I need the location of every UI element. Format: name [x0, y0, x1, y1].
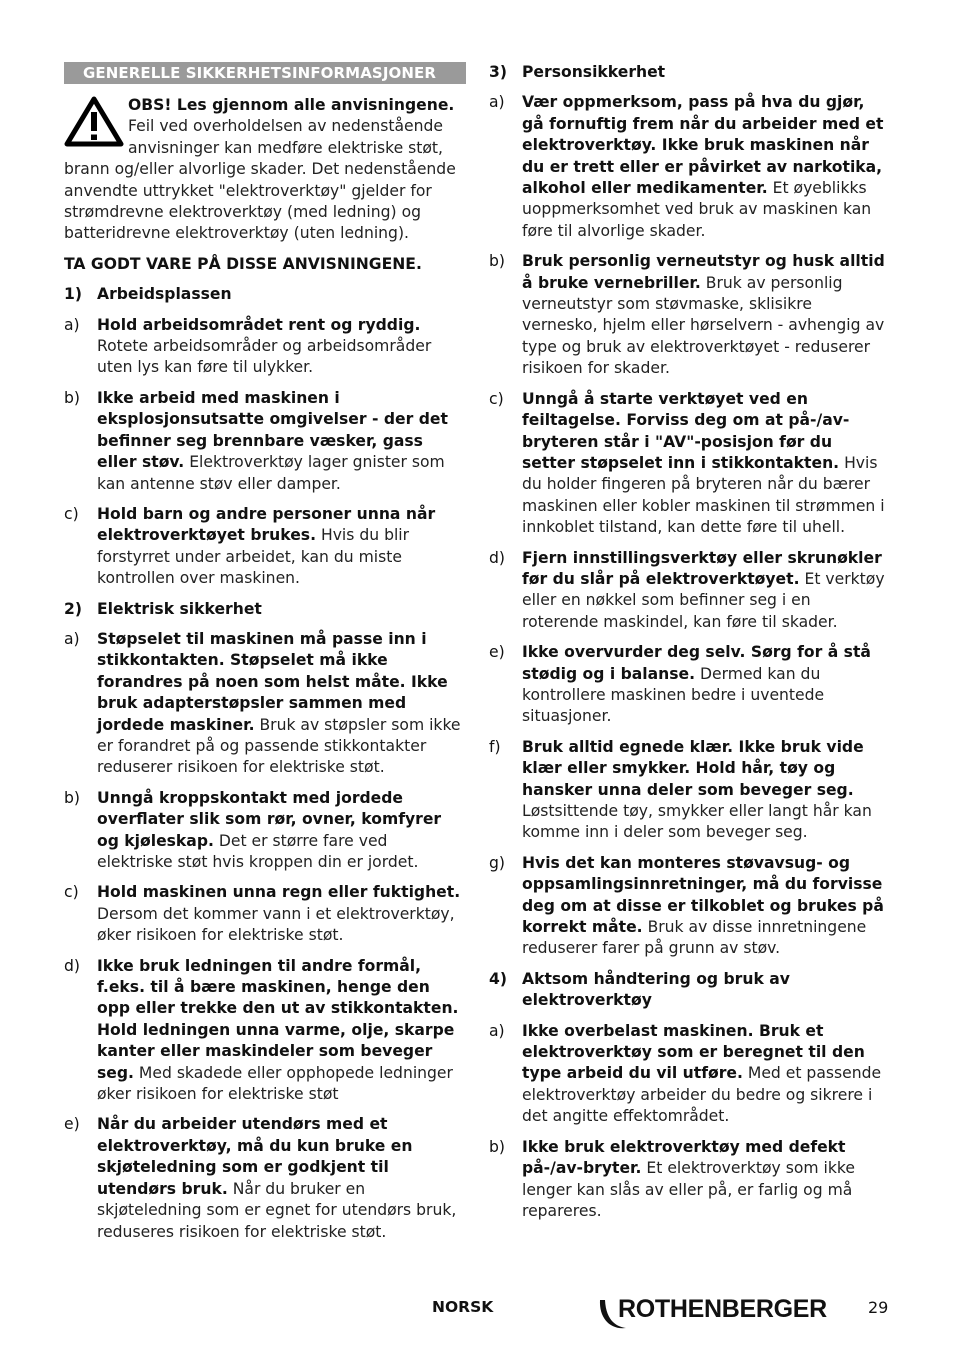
- list-item: d) Fjern innstillingsverktøy eller skrunøkler før du slår på elektroverktøyet. Et verktøy eller en nøkkel som befinner seg i en roterende maskindel, kan føre til skader.: [489, 548, 885, 631]
- right-column: [489, 62, 889, 1231]
- brand-name: ROTHENBERGER: [618, 1295, 827, 1323]
- list-item: f) Bruk alltid egnede klær. Ikke bruk vide klær eller smykker. Hold hår, tøy og hansker unna deler som beveger seg. Løstsittende tøy, smykker eller langt hår kan komme inn i deler som beveger seg.: [489, 737, 872, 842]
- list-item: c) Unngå å starte verktøyet ved en feiltagelse. Forviss deg om at på-/av-bryteren står i "AV"-posisjon før du setter støpselet inn i stikkontakten. Hvis du holder fingeren på bryteren når du bærer maskinen eller kobler maskinen til strømmen i innkoblet tilstand, kan dette føre til uhell.: [489, 389, 885, 537]
- list-item: b) Ikke arbeid med maskinen i eksplosjonsutsatte omgivelser - der det befinner seg brennbare væsker, gass eller støv. Elektroverktøy lager gnister som kan antenne støv eller damper.: [64, 388, 448, 493]
- list-item: a) Vær oppmerksom, pass på hva du gjør, gå fornuftig frem når du arbeider med et elektroverktøy. Ikke bruk maskinen når du er trett eller er påvirket av narkotika, alkohol eller medikamenter. Et øyeblikks uoppmerksomhet ved bruk av maskinen kan føre til alvorlige skader.: [489, 93, 884, 240]
- list-item: e) Ikke overvurder deg selv. Sørg for å stå stødig og i balanse. Dermed kan du kontrollere maskinen bedre i uventede situasjoner.: [489, 643, 871, 726]
- footer-language: NORSK: [432, 1298, 494, 1316]
- warning-title: OBS! Les gjennom alle anvisningene.: [128, 96, 455, 114]
- list-item: b) Unngå kroppskontakt med jordede overflater slik som rør, ovner, komfyrer og kjøleskap. Det er større fare ved elektriske støt hvis kroppen din er jordet.: [64, 788, 442, 871]
- list-item: b) Bruk personlig verneutstyr og husk alltid å bruke vernebriller. Bruk av personlig verneutstyr som støvmaske, sklisikre vernesko, hjelm eller hørselvern - avhengig av type og bruk av elektroverktøyet - reduserer risikoen for skader.: [489, 252, 885, 378]
- take-care-note: TA GODT VARE PÅ DISSE ANVISNINGENE.: [64, 254, 422, 273]
- list-item: d) Ikke bruk ledningen til andre formål, f.eks. til å bære maskinen, henge den opp eller trekke den ut av stikkontakten. Hold ledningen unna varme, olje, skarpe kanter eller maskindeler som beveger seg. Med skadede eller opphopede ledninger øker risikoen for elektriske støt: [64, 956, 459, 1104]
- page-number: 29: [868, 1298, 889, 1317]
- list-item: e) Når du arbeider utendørs med et elektroverktøy, må du kun bruke en skjøteledning som er godkjent til utendørs bruk. Når du bruker en skjøteledning som er egnet for utendørs bruk, reduseres risikoen for elektriske støt.: [64, 1115, 457, 1241]
- list-item: c) Hold maskinen unna regn eller fuktighet. Dersom det kommer vann i et elektroverktøy, øker risikoen for elektriske støt.: [64, 883, 461, 945]
- list-item: a) Hold arbeidsområdet rent og ryddig. Rotete arbeidsområder og arbeidsområder uten lys kan føre til ulykker.: [64, 315, 432, 377]
- warning-triangle-icon: [64, 95, 124, 147]
- brand-logo: [596, 1294, 836, 1334]
- section-1-title: 1) Arbeidsplassen: [64, 285, 232, 304]
- list-item: c) Hold barn og andre personer unna når elektroverktøyet brukes. Hvis du blir forstyrret under arbeidet, kan du miste kontrollen over maskinen.: [64, 504, 436, 588]
- list-item: a) Støpselet til maskinen må passe inn i stikkontakten. Støpselet må ikke forandres på noen som helst måte. Ikke bruk adapterstøpsler sammen med jordede maskiner. Bruk av støpsler som ikke er forandret på og passende stikkontakter reduserer risikoen for elektriske støt.: [64, 629, 461, 777]
- list-item: a) Ikke overbelast maskinen. Bruk et elektroverktøy som er beregnet til den type arbeid du vil utføre. Med et passende elektroverktøy arbeider du bedre og sikrere i det angitte effektområdet.: [489, 1021, 882, 1126]
- left-column: [64, 62, 466, 1252]
- section-4-title: 4) Aktsom håndtering og bruk av elektroverktøy: [489, 969, 790, 1010]
- section-header: GENERELLE SIKKERHETSINFORMASJONER: [64, 62, 466, 84]
- warning-block: [64, 95, 466, 245]
- list-item: b) Ikke bruk elektroverktøy med defekt på-/av-bryter. Et elektroverktøy som ikke lenger kan slås av eller på, er farlig og må repareres.: [489, 1137, 855, 1220]
- warning-text: Feil ved overholdelsen av nedenstående anvisninger kan medføre elektriske støt, brann og/eller alvorlige skader. Det nedenstående anvendte uttrykket "elektroverktøy" gjelder for strømdrevne elektroverktøy (med ledning) og batteridrevne elektroverktøy (uten ledning).: [64, 117, 456, 243]
- section-2-title: 2) Elektrisk sikkerhet: [64, 599, 262, 618]
- section-3-title: 3) Personsikkerhet: [489, 63, 666, 81]
- list-item: g) Hvis det kan monteres støvavsug- og oppsamlingsinnretninger, må du forvisse deg om at disse er tilkoblet og brukes på korrekt måte. Bruk av disse innretningene reduserer farer på grunn av støv.: [489, 853, 884, 958]
